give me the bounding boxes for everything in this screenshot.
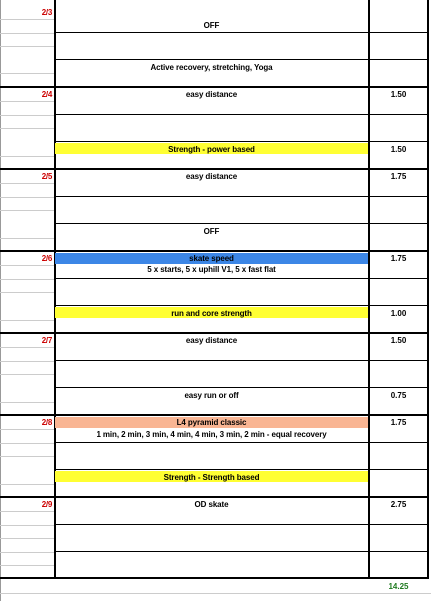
grid-line [0, 101, 54, 102]
grid-line [0, 183, 54, 184]
day-divider [0, 332, 429, 334]
hours-cell[interactable]: 1.50 [390, 90, 407, 99]
hours-cell[interactable]: 1.50 [390, 145, 407, 154]
day-divider [0, 496, 429, 498]
grid-line [54, 387, 429, 388]
grid-line [54, 524, 429, 525]
date-cell[interactable]: 2/9 [41, 500, 52, 509]
day-divider [0, 250, 429, 252]
workout-cell[interactable]: L4 pyramid classic [176, 418, 247, 427]
grid-line [54, 360, 429, 361]
grid-line [0, 197, 54, 198]
grid-line [0, 402, 54, 403]
hours-cell[interactable]: 2.75 [390, 500, 407, 509]
grid-line [0, 19, 54, 20]
date-cell[interactable]: 2/8 [41, 418, 52, 427]
grid-line [0, 292, 54, 293]
total-hours-cell[interactable]: 14.25 [388, 582, 409, 591]
grid-line [0, 484, 54, 485]
grid-line [0, 156, 54, 157]
grid-line [0, 279, 54, 280]
workout-cell[interactable]: easy distance [185, 172, 238, 181]
workout-cell[interactable]: Strength - power based [168, 145, 255, 154]
workout-cell[interactable]: OD skate [194, 500, 229, 509]
grid-line [0, 374, 54, 375]
workout-cell[interactable]: easy distance [185, 336, 238, 345]
hours-cell[interactable]: 1.50 [390, 336, 407, 345]
day-divider [0, 86, 429, 88]
day-divider [0, 168, 429, 170]
day-divider [0, 414, 429, 416]
day-divider [0, 577, 429, 579]
grid-line [0, 115, 54, 116]
grid-line [0, 456, 54, 457]
date-cell[interactable]: 2/6 [41, 254, 52, 263]
grid-line [0, 238, 54, 239]
workout-cell[interactable]: Strength - Strength based [163, 473, 260, 482]
hours-cell[interactable]: 1.75 [390, 254, 407, 263]
date-cell[interactable]: 2/4 [41, 90, 52, 99]
hours-cell[interactable]: 1.75 [390, 172, 407, 181]
workout-cell[interactable]: Active recovery, stretching, Yoga [150, 63, 273, 72]
grid-line [0, 511, 54, 512]
grid-line [54, 223, 429, 224]
workout-detail-cell[interactable]: 5 x starts, 5 x uphill V1, 5 x fast flat [147, 265, 276, 274]
grid-line [54, 278, 429, 279]
grid-line [0, 429, 54, 430]
grid-line [54, 32, 429, 33]
workout-cell[interactable]: OFF [203, 21, 220, 30]
grid-line [54, 114, 429, 115]
date-cell[interactable]: 2/3 [41, 8, 52, 17]
grid-line [0, 265, 54, 266]
grid-line [54, 141, 429, 142]
grid-line [0, 210, 54, 211]
grid-line [54, 305, 429, 306]
workout-cell[interactable]: easy distance [185, 90, 238, 99]
date-cell[interactable]: 2/7 [41, 336, 52, 345]
date-cell[interactable]: 2/5 [41, 172, 52, 181]
hours-cell[interactable]: 1.75 [390, 418, 407, 427]
grid-line [0, 565, 54, 566]
grid-line [0, 593, 431, 594]
grid-line [0, 552, 54, 553]
grid-line [0, 128, 54, 129]
grid-line [54, 442, 429, 443]
grid-line [54, 59, 429, 60]
hours-cell[interactable]: 0.75 [390, 391, 407, 400]
grid-line [54, 469, 429, 470]
grid-line [0, 525, 54, 526]
grid-line [0, 320, 54, 321]
grid-line [0, 347, 54, 348]
grid-line [0, 361, 54, 362]
workout-cell[interactable]: OFF [203, 227, 220, 236]
workout-cell[interactable]: run and core strength [171, 309, 252, 318]
grid-line [54, 551, 429, 552]
grid-line [0, 538, 54, 539]
workout-cell[interactable]: easy run or off [184, 391, 239, 400]
workout-detail-cell[interactable]: 1 min, 2 min, 3 min, 4 min, 4 min, 3 min, 2 min - equal recovery [96, 430, 327, 439]
hours-cell[interactable]: 1.00 [390, 309, 407, 318]
grid-line [0, 33, 54, 34]
grid-line [0, 443, 54, 444]
grid-line [0, 73, 54, 74]
grid-line [54, 196, 429, 197]
workout-cell[interactable]: skate speed [189, 254, 234, 263]
grid-line [0, 46, 54, 47]
